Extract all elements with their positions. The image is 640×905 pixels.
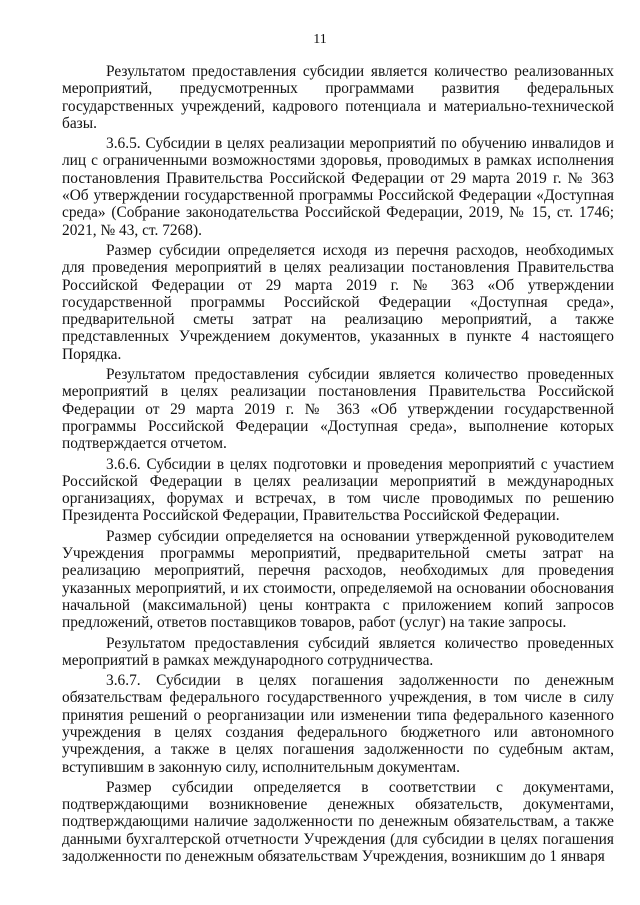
paragraph-subsidy-result-international: Результатом предоставления субсидий является количество проведенных мероприятий в рамках международного сотрудничества.: [62, 634, 614, 669]
paragraph-3-6-5: 3.6.5. Субсидии в целях реализации мероприятий по обучению инвалидов и лиц с ограниченными возможностями здоровья, проводимых в рамках исполнения постановления Правительства Российской Федерации от 29 марта 2019 г. № 363 «Об утверждении государственной программы Российской Федерации «Доступная среда» (Собрание законодательства Российской Федерации, 2019, № 15, ст. 1746; 2021, № 43, ст. 7268).: [62, 135, 614, 239]
paragraph-3-6-7: 3.6.7. Субсидии в целях погашения задолженности по денежным обязательствам федерального государственного учреждения, в том числе в силу принятия решений о реорганизации или изменении типа федерального казенного учреждения в целях создания федерального бюджетного или автономного учреждения, а также в целях погашения задолженности по судебным актам, вступившим в законную силу, исполнительным документам.: [62, 672, 614, 776]
paragraph-subsidy-result-programs: Результатом предоставления субсидии является количество реализованных мероприятий, предусмотренных программами развития федеральных государственных учреждений, кадрового потенциала и материально-технической базы.: [62, 63, 614, 132]
paragraph-3-6-6: 3.6.6. Субсидии в целях подготовки и проведения мероприятий с участием Российской Федерации в целях реализации мероприятий в международных организациях, форумах и встречах, в том числе проводимых по решению Президента Российской Федерации, Правительства Российской Федерации.: [62, 455, 614, 525]
paragraph-subsidy-result-accessible-environment: Результатом предоставления субсидии является количество проведенных мероприятий в целях реализации постановления Правительства Российской Федерации от 29 марта 2019 г. № 363 «Об утверждении государственной программы Российской Федерации «Доступная среда», выполнение которых подтверждается отчетом.: [62, 366, 614, 453]
paragraph-subsidy-size-debt: Размер субсидии определяется в соответствии с документами, подтверждающими возникновение денежных обязательств, документами, подтверждающими наличие задолженности по денежным обязательствам, а также данными бухгалтерской отчетности Учреждения (для субсидии в целях погашения задолженности по денежным обязательствам Учреждения, возникшим до 1 января: [62, 778, 614, 866]
document-body: [62, 63, 614, 868]
paragraph-subsidy-size-international: Размер субсидии определяется на основании утвержденной руководителем Учреждения программы мероприятий, предварительной сметы затрат на реализацию мероприятий, перечня расходов, необходимых для проведения указанных мероприятий, и их стоимости, определяемой на основании обоснования начальной (максимальной) цены контракта с приложением копий запросов предложений, ответов поставщиков товаров, работ (услуг) на такие запросы.: [62, 527, 614, 632]
paragraph-subsidy-size-accessible-environment: Размер субсидии определяется исходя из перечня расходов, необходимых для проведения мероприятий в целях реализации постановления Правительства Российской Федерации от 29 марта 2019 г. № 363 «Об утверждении государственной программы Российской Федерации «Доступная среда», предварительной сметы затрат на реализацию мероприятий, а также представленных Учреждением документов, указанных в пункте 4 настоящего Порядка.: [62, 241, 614, 363]
page-number: 11: [313, 32, 327, 47]
